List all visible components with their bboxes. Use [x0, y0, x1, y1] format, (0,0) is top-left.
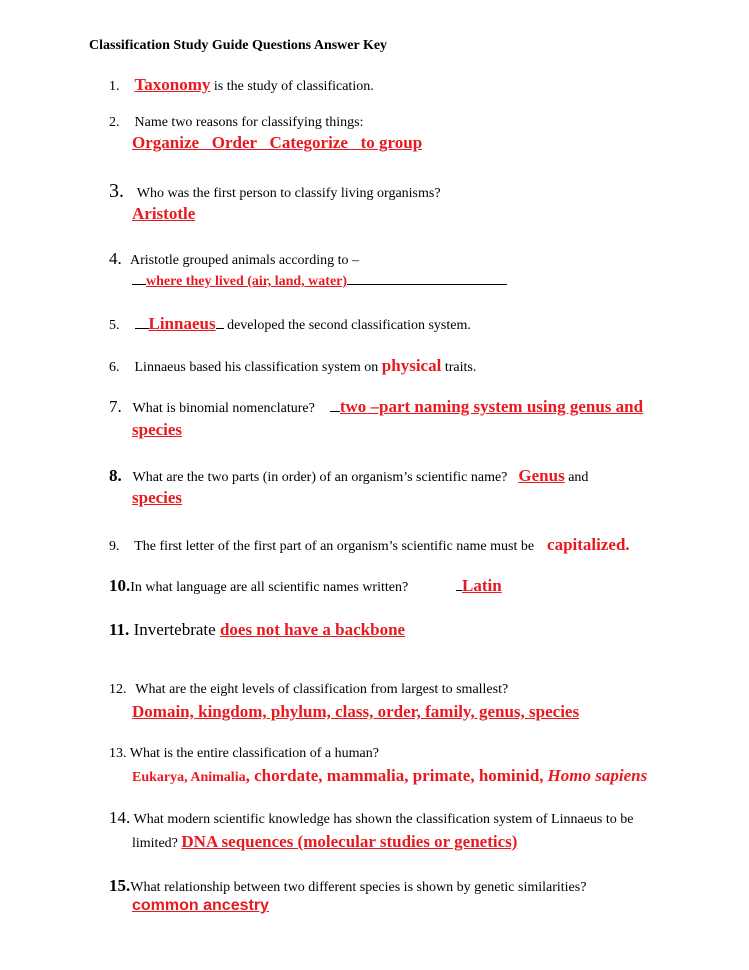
question-number: 4.	[109, 249, 122, 268]
answer-dna: DNA sequences (molecular studies or genetics)	[181, 832, 518, 851]
question-number: 5.	[109, 318, 120, 333]
question-15	[109, 876, 586, 896]
question-number: 12.	[109, 682, 127, 697]
question-number: 3.	[109, 180, 124, 202]
question-text-2: limited?	[132, 836, 178, 851]
question-5	[109, 314, 471, 334]
question-number: 8.	[109, 466, 122, 485]
question-2	[109, 115, 364, 131]
question-text: What is binomial nomenclature?	[132, 401, 315, 416]
question-number: 15.	[109, 876, 131, 895]
question-text: Invertebrate	[133, 620, 216, 639]
question-9	[109, 535, 630, 555]
question-text: What are the two parts (in order) of an organism’s scientific name?	[132, 470, 508, 485]
answer-habitat: where they lived (air, land, water)	[146, 274, 348, 289]
answer-eight-levels: Domain, kingdom, phylum, class, order, family, genus, species	[132, 702, 580, 721]
question-number: 2.	[109, 115, 120, 130]
question-14	[109, 808, 633, 828]
answer-physical: physical	[381, 356, 442, 375]
question-text: In what language are all scientific names written?	[130, 580, 409, 595]
answer-binomial-cont: species	[132, 420, 183, 439]
answer-backbone: does not have a backbone	[219, 620, 406, 639]
answer-latin: Latin	[462, 576, 502, 595]
question-11	[109, 620, 405, 640]
question-text: is the study of classification.	[213, 79, 374, 94]
question-number: 9.	[109, 539, 120, 554]
answer-human-a: Eukarya, Animalia	[132, 770, 246, 785]
question-text: Who was the first person to classify living organisms?	[136, 186, 441, 201]
answer-reasons: Organize Order Categorize to group	[132, 133, 423, 152]
question-text: What relationship between two different species is shown by genetic similarities?	[130, 880, 587, 895]
answer-human-c: Homo sapiens	[547, 766, 648, 785]
question-6	[109, 356, 476, 376]
question-text: What modern scientific knowledge has shown the classification system of Linnaeus to be	[133, 812, 634, 827]
answer-human-b: , chordate, mammalia, primate, hominid,	[245, 766, 544, 785]
question-number: 6.	[109, 360, 120, 375]
question-number: 10.	[109, 576, 131, 595]
question-7	[109, 397, 643, 417]
question-1	[109, 75, 374, 95]
question-12	[109, 682, 508, 698]
question-number: 7.	[109, 397, 122, 416]
answer-aristotle: Aristotle	[132, 204, 196, 223]
question-text: Aristotle grouped animals according to –	[129, 253, 359, 268]
question-number: 11.	[109, 620, 130, 639]
question-3	[109, 180, 441, 203]
question-text: Linnaeus based his classification system on	[134, 360, 379, 375]
page-title: Classification Study Guide Questions Answer Key	[89, 38, 388, 53]
question-number: 1.	[109, 79, 120, 94]
question-number: 13.	[109, 746, 127, 761]
question-text: Name two reasons for classifying things:	[134, 115, 364, 130]
answer-binomial: two –part naming system using genus and	[339, 397, 644, 416]
and-text: and	[568, 470, 589, 485]
question-number: 14.	[109, 808, 131, 827]
question-13	[109, 746, 379, 762]
answer-linnaeus: Linnaeus	[148, 314, 216, 333]
answer-species: species	[132, 488, 183, 507]
question-8	[109, 466, 588, 486]
question-text-2: traits.	[444, 360, 477, 375]
question-text: What are the eight levels of classification from largest to smallest?	[135, 682, 509, 697]
question-text: developed the second classification system.	[227, 318, 471, 333]
question-text: What is the entire classification of a human?	[129, 746, 379, 761]
answer-common-ancestry: common ancestry	[132, 897, 269, 914]
answer-genus: Genus	[518, 466, 565, 485]
question-10	[109, 576, 408, 596]
answer-taxonomy: Taxonomy	[134, 75, 211, 94]
answer-capitalized: capitalized.	[547, 535, 630, 554]
question-text: The first letter of the first part of an organism’s scientific name must be	[134, 539, 535, 554]
question-4	[109, 249, 359, 269]
